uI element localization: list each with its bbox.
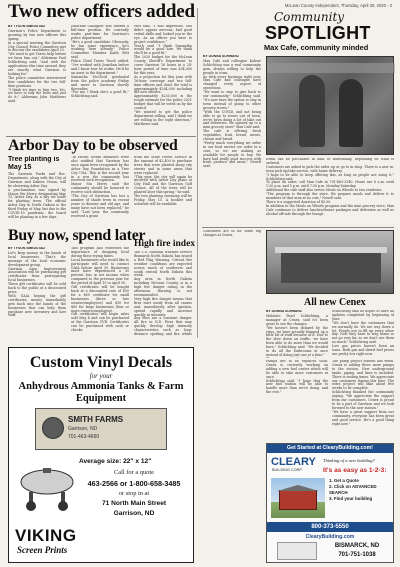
story1-p7: Police Chief Travis Teach added, "I've worked with Jonathan before and I know how he works. He'd be an asset to the department.": [71, 59, 129, 75]
spotlight-p8: "I hope to be able to keep offering this, as long as people are using it," Schlichting said.: [266, 172, 394, 181]
photo-person-2: [339, 79, 363, 147]
ad-cleary-web[interactable]: ClearyBuilding.com: [305, 534, 355, 540]
spotlight-p7: Customers are asked to pick the order up or go to in shop. There is a new in-town pick up/take service, with home delivery.: [266, 164, 394, 173]
story5-byline: BY DONNA SCHWARZ: [266, 310, 302, 313]
ad-cleary-step-3[interactable]: 3. Find your building: [329, 496, 373, 501]
story5-p8: Pumps are to be replaced soon. Cenex is currently working on adding a new fuel center which will be able to take more customers at once.: [266, 360, 328, 379]
photo-person-1: [299, 75, 325, 147]
story2-p3: Mayor Stu Merry said the community should be honored to receive such distinction.: [71, 182, 129, 195]
ad-cleary-office: BISMARCK, ND: [334, 543, 380, 549]
story1-p8: Samantha McCleod graduated from the police academy Friday and move to Garrison shortly thereafter.: [71, 74, 129, 91]
story4-p0: The U.S. National Weather Service Bismarck North Dakota has issued a Red Flag Warning. Critical fire weather conditions are expected across much of southwest and south central North Dakota this week.: [134, 251, 192, 278]
page-folio: McLean County Independent, Thursday, April 30, 2020 - 3: [284, 3, 392, 8]
story4-p2: Very high fire danger means that fires start easily from all causes and, immediately after ignition, spread rapidly and increase quickly in intensity.: [134, 296, 192, 317]
story2-col3: [134, 156, 192, 229]
column-rule-main: [197, 8, 198, 338]
spotlight-p5: "Pretty much everything we order in our food service we order in a case, so we are making as available for people to buy. We have had really good success with fresh produce and meat," Neuell said.: [203, 140, 261, 169]
story1-p14: Approximately $235,000 is the rough estimate for the police 2021 budget that will be voted on by the council.: [134, 94, 192, 111]
ad-vinyl-call2: or stop in at: [118, 490, 150, 497]
story5-p1: Midstate Pearl Schlichting, a manager at Cenex, said it's been great to see the changes.: [266, 313, 328, 326]
story4-headline: High fire index: [134, 239, 196, 249]
photo-shelf: [267, 63, 395, 73]
decal-logo-icon: [42, 417, 64, 439]
story2-headline: Arbor Day to be observed: [8, 137, 178, 154]
location-pin-icon: [277, 542, 317, 560]
story3-p0: Let's keep money in the hands of local businesses. That's the message of the local economic development group.: [8, 250, 66, 267]
story1-p13: As a projection for this year with 16-hour coverage and two full-time officers and chief, the total is approximately $284,000 including the new officers.: [134, 74, 192, 95]
story5-col5: [332, 360, 394, 440]
ad-cleary-step-2[interactable]: 2. Click on ADVANCED SEARCH: [329, 484, 377, 495]
story2-p1: A proclamation was signed by Mayor Stu Merry, designating May 15, Arbor Day, as a day set aside for planting trees. The official Arbor Day in North Dakota is the third Friday of May, but due to the COVID-19 pandemic, the board will be planting in a few days.: [8, 187, 66, 219]
ad-cleary-building-image: [271, 478, 325, 518]
story5-p7: Low gas prices haven't been an issue. Both gas and diesel fuel prices are pretty low right now.: [332, 344, 394, 356]
story1-p4: "I think it's time to hire two. Yes, we have to tidy the belts and just do it," Alderman John Matthews said.: [8, 87, 66, 104]
story3-headline: Buy now, spend later: [8, 227, 146, 244]
story1-p2: "We need to get Travis help before we burn him out," Alderman Paul Schlichting said, "And with the applications this time around, they are exactly what Garrison is looking for.": [8, 52, 66, 76]
spotlight-col2: [266, 158, 394, 225]
ad-vinyl-subline: for your: [89, 372, 113, 380]
story5-headline: All new Cenex: [304, 297, 366, 308]
story1-p9: "For me, I think she's a good fit," Schlichting said.: [71, 90, 129, 99]
ad-cleary-step-1[interactable]: 1. Get a Quote: [329, 478, 359, 483]
story1-headline: Two new officers added: [8, 1, 195, 22]
story4-col: [134, 251, 192, 336]
story2-col1: [8, 156, 66, 229]
divider-spotlight: [202, 227, 394, 228]
story3-byline: BY TYSON SMEDSTAD: [8, 247, 45, 250]
ammonia-tank-icon: [17, 456, 77, 514]
story1-p3: The police committee interviewed four candidates for the two full-time positions.: [8, 75, 66, 88]
spotlight-subtitle: Max Cafe, community minded: [264, 43, 369, 52]
story5-p10: The pump project started last week. Cenex is adding three more pumps to the station. New underground tanks, piping, and lines is included. There is ending times. We appreciate our customers during this time. The extra project will take about five weeks to be complete.: [332, 360, 394, 391]
story5-p11: Schlichting thanked the community saying, "We appreciate the support from our customers. Cenex is proud to be a part of Garrison and we look forward to the new station.": [332, 390, 394, 410]
story5-col1: [203, 230, 261, 358]
story5-p2: "We haven't been delayed by the virus, we have actually bumped up a little bit of stuff because of it. Due to the slow down on traffic, we have been able to do more than we would have," Schlichting said. "We decided to do all the bathrooms at once instead of doing just one at a time.": [266, 325, 328, 357]
story2-p2: "In recent weeks members were also notified that Garrison has once again been recognized by the Arbor Day Foundation as a Tree City USA. This is the second year in a row the community has received such recognition.: [71, 156, 129, 183]
spotlight-p2: "We want to stay to give back to our community," Schlichting said. "It's now have the option to stay in town instead of going to other grocery stores.": [203, 90, 261, 110]
story1-p0: Garrison's Police Department is growing by two new officers this spring.: [8, 28, 66, 41]
ad-vinyl-brand: VIKING: [15, 526, 77, 545]
story5-col2: [266, 310, 328, 358]
story3-p4: This program also reiterates the importance of shopping local during these trying times.: [71, 247, 129, 258]
spotlight-p13: In addition to the Meals on Wheels program and the mini grocery store, Max Cafe continues to deliver lunches/dinner packages and deliveries as well as alcohol off-sale through the lounge.: [266, 203, 394, 216]
story5-p9: Schlichting said, "I hope that the new fuel station will be able to handle more than we're doing, and the rest.": [266, 378, 328, 395]
story2-p5: from the State Forest Service in the amount of $2,400 to purchase trees that were planted along city streets and in some areas that were replaced.: [134, 156, 192, 175]
spotlight-byline: BY DONNA SCHWARZ: [203, 55, 239, 58]
spotlight-p11: "The program is through the state. We prepare meals and deliver it to members of that area at no cost," Neuell said.: [266, 192, 394, 201]
spotlight-p3: "With the COVID, and not being able to go to stores out of town, we've been doing a lot of take out and deliveries. We opened up to a mini grocery store" Max Cafe said.: [203, 109, 261, 130]
story3-p2: These gift certificates will be sold back to the public at a discounted price.: [8, 282, 66, 294]
ad-vinyl-phone: 463-2566 or 1-800-658-3485: [87, 479, 181, 488]
story2-p0: The Garrison Parks and Rec. Department, along with the City of Garrison and Dakota Vision, will be observing Arbor Day.: [8, 172, 66, 188]
story2-p4: "The City of Garrison has lost a number of shade trees in recent years to disease and old age, and many have not been replaced," he said. "Last year, the community received a grant: [71, 194, 129, 218]
story3-p6: Gift certificates will be bought back at a discounted rate of $50 for a $60 certificate for small businesses (three or less owners/employees) and $50 for $60 for large businesses (four or more owners/employees).: [71, 285, 129, 313]
cenex-photo: [266, 230, 394, 294]
story1-p11: Teach said "I think Samantha would be a good hire. We think she'll be a good fit.": [134, 43, 192, 56]
story1-p12: The 2020 budget for the McLean County Sheriff's Department to cover Garrison 16 hours in a 24-hour period of time was $34,000 for this year.: [134, 55, 192, 75]
ad-decal-sample: [35, 408, 167, 450]
story3-p1: Garrison Area Improvement Association will be purchasing gift certificates from participating local businesses.: [8, 266, 66, 283]
story4-p1: Any area in North Dakota including McLean County, is in a high fire danger rating in the afternoon. Burning is not recommended.: [134, 277, 192, 297]
ad-decal-company-sub: Garrison, ND: [68, 426, 98, 432]
story2-col2: [71, 156, 129, 229]
story5-p12: "We have a great support from our community, everyone has been great and good service. He's a good thing right now.": [332, 409, 394, 426]
story1-byline: BY TYSON SMEDSTAD: [8, 25, 45, 28]
photo-building: [281, 251, 381, 283]
spotlight-p12: There is a suggested donation of $5.50.: [266, 199, 332, 204]
story2-p6: "This year, the city will again be involved with Arbor Day plans at City Hall and the Garrison Golf Course. All of the trees will be planted later this spring," he said.: [134, 174, 192, 195]
story1-p15: "We wanted to get the police department rolling, and I think we are rolling in the right direction," Matthews said.: [134, 109, 192, 126]
spotlight-p1: As with every business right now, Max Cafe and colleague have changed every aspect of operations.: [203, 74, 261, 91]
spotlight-p9: To place an order, call Max Cafe at 701-463-2340. Hours are 6 a.m. until 1:30 p.m. and 5 p.m. until 7:30 p.m. Monday-Saturday.: [266, 180, 394, 189]
story1-p5: Jonathan Gallagher was offered a full-time position. He currently works part-time for Garrison's police department.: [71, 25, 129, 40]
spotlight-header: [210, 10, 392, 54]
spotlight-col1: [203, 55, 261, 225]
ad-vinyl-address: 71 North Main Street: [101, 500, 167, 507]
story5-p0: Customers are in for some big changes at Cenex.: [203, 230, 261, 237]
story1-col1: [8, 25, 66, 134]
story2-subhead: Tree planting is May 15: [8, 156, 60, 171]
ad-cleary-tag: Thinking of a new building?: [323, 458, 375, 463]
ad-cleary-brand: CLEARY: [271, 456, 316, 468]
spotlight-p4: The cafe is offering fresh vegetables, fruit, bread, meats, cheese and bread.: [203, 129, 261, 142]
story3-p5: Local businesses who would like to participate will need to contact GAIA before April 30. Businesses must have experienced a 30 percent loss in net income when compared to the previous year for the period of April 15 to April 30.: [71, 257, 129, 286]
ad-cleary-promo: It's as easy as 1-2-3:: [323, 467, 387, 474]
ad-vinyl-city: Garrison, ND: [113, 510, 155, 517]
ad-cleary-office-phone: 701-751-1038: [338, 552, 376, 558]
photo-canopy: [275, 247, 387, 253]
ad-vinyl-headline: Custom Vinyl Decals: [29, 354, 173, 371]
story3-col2: [71, 247, 129, 336]
ad-cleary-brand-sub: BUILDING CORP.: [272, 468, 303, 472]
ad-cleary-phone[interactable]: 800-373-5550: [267, 522, 393, 532]
story1-col2: [71, 25, 129, 134]
vinyl-decals-ad: [8, 347, 194, 563]
spotlight-p6: Items can be purchased in bulk or individually, depending on what is ordered.: [266, 158, 394, 165]
story5-col4: [266, 360, 328, 440]
spotlight-kicker: Community: [274, 10, 345, 24]
ad-decal-phone: 701-463-4660: [68, 434, 100, 440]
barn-roof: [277, 485, 319, 491]
spotlight-photo: [266, 56, 394, 155]
story5-p5: Schlichting said he hopes to have all updates completed by beginning of June.: [332, 310, 394, 321]
story3-col1: [8, 247, 66, 336]
story1-p10: Witt said, "I was impressed. She didn't appear nervous, had good verbal skills and looked you in the eye. As an officer you have to project confidence.": [134, 25, 192, 44]
ad-vinyl-brand-sub: Screen Prints: [17, 545, 68, 555]
ad-vinyl-size: Average size: 22" x 12": [79, 458, 152, 465]
spotlight-title: SPOTLIGHT: [265, 23, 371, 43]
story5-col3: [332, 310, 394, 358]
story1-p1: In a special meeting the Garrison City Council Police Committee met to discuss the candidates April 23.: [8, 40, 66, 53]
ad-cleary-top: Get Started at ClearyBuilding.com!: [267, 444, 393, 453]
story5-p6: "We don't have the customers that we normally do. We are way down a lot. People use to fill up every other day. Now they have to stay home or not go very far, so we don't see them as much," Schlichting said.: [332, 320, 394, 345]
cleary-building-ad: [266, 443, 394, 563]
ad-cleary-steps: [329, 478, 391, 502]
story3-p3: With GAIA buying the gift certificates, money immediately gets back into the hands of the businesses that can help them purchase new inventory and hire staff.: [8, 293, 66, 318]
story1-col3: [134, 25, 192, 134]
story1-p6: "He's a good candidate. Obviously, he has some experience, he's working here already," Police Committee Member Kaith Witt said.: [71, 39, 129, 60]
story4-p3: Any fires are a constant danger. All fire in N.D. Fires that may quickly develop high intensity characteristics such as long-distance spotting and fire whirls: [134, 316, 192, 336]
spotlight-p10: Additional the cafe staff also serves Meals on Wheels to two residents.: [266, 188, 383, 193]
ad-vinyl-product: Anhydrous Ammonia Tanks & Farm Equipment: [18, 381, 184, 404]
story2-p7: The tree planting ceremony will be Friday, May 15. A booklet and schedule will be available.: [134, 194, 192, 206]
ad-vinyl-call1: Call for a quote: [114, 469, 154, 476]
ad-decal-company: SMITH FARMS: [68, 415, 124, 424]
barn-icon: [279, 490, 317, 510]
spotlight-p0: Max Cafe and colleague Kalene Schlichting was a real community gem, always willing to help the people in town.: [203, 58, 261, 75]
story3-p7: Gift certificates will begin sales sold May 4 and can be purchased at the Garrison CVB. Certificates can be purchased with cash or checks.: [71, 312, 129, 333]
